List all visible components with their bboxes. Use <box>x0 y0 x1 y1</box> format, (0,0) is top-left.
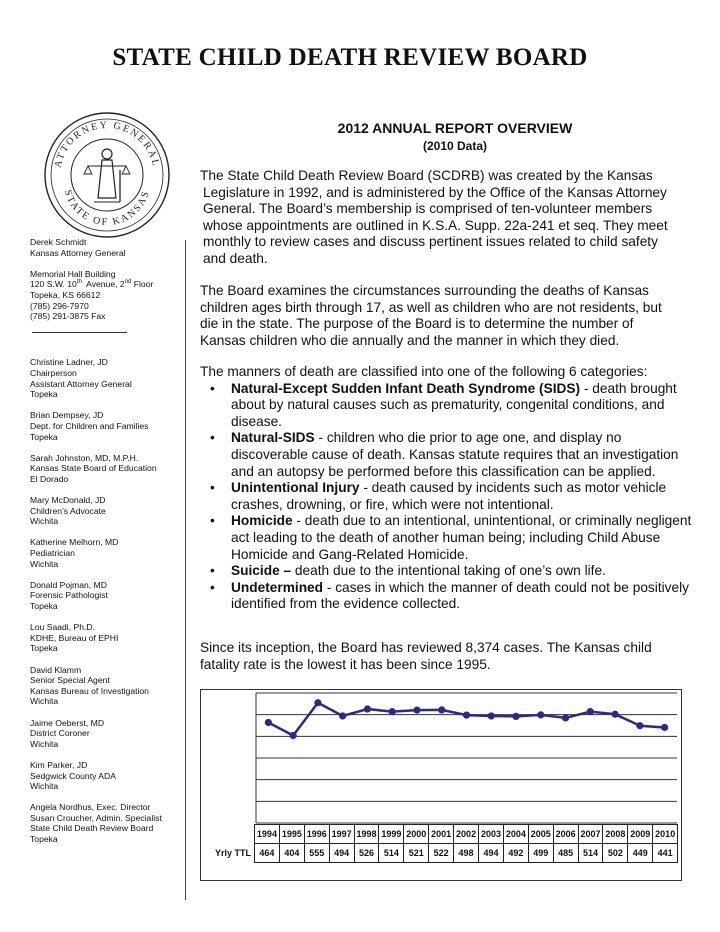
board-member <box>30 665 190 707</box>
year-cell: 2004 <box>503 825 528 844</box>
member-name: Angela Nordhus, Exec. Director <box>30 802 151 813</box>
value-cell: 499 <box>528 844 553 863</box>
value-cell: 404 <box>279 844 304 863</box>
member-detail: Kansas Bureau of Investigation <box>30 685 149 696</box>
value-row <box>212 844 678 863</box>
member-detail: Topeka <box>30 431 58 442</box>
data-point-2010 <box>661 724 668 731</box>
year-cell: 2003 <box>479 825 504 844</box>
value-cell: 521 <box>404 844 429 863</box>
year-cell: 1999 <box>379 825 404 844</box>
paragraph-line: Since its inception, the Board has reviewed 8,374 cases. The Kansas child <box>200 640 652 655</box>
paragraph-line: and death. <box>203 250 268 266</box>
member-name: Donald Pojman, MD <box>30 579 107 590</box>
cause-description: - children who die prior to age one, and display no discoverable cause of death. Kansas statute requires that an investigation and an autopsy be performed before this classification can be applied. <box>231 430 679 479</box>
bullet-icon: • <box>210 380 215 396</box>
member-detail: Wichita <box>30 558 59 569</box>
member-name: Christine Ladner, JD <box>30 357 108 368</box>
series-line <box>268 703 664 736</box>
board-member <box>30 357 190 399</box>
cause-term: Natural-SIDS <box>231 430 315 446</box>
board-member <box>30 453 190 485</box>
paragraph-line: Kansas children who die annually and the manner in which they died. <box>200 332 620 348</box>
address-line: 120 S.W. 10th Avenue, 2nd Floor <box>30 279 154 290</box>
member-detail: District Coroner <box>30 728 90 739</box>
cause-term: Undetermined <box>231 579 324 595</box>
paragraph-line: The State Child Death Review Board (SCDRB) was created by the Kansas <box>200 168 653 183</box>
value-cell: 514 <box>578 844 603 863</box>
sidebar-rule <box>32 332 127 333</box>
paragraph-line: die in the state. The purpose of the Board is to determine the number of <box>200 316 634 332</box>
value-cell: 514 <box>379 844 404 863</box>
board-member <box>30 410 190 442</box>
member-detail: Forensic Pathologist <box>30 590 108 601</box>
member-detail: Kansas State Board of Education <box>30 463 157 474</box>
member-name: Katherine Melhorn, MD <box>30 537 119 548</box>
value-cell: 494 <box>329 844 354 863</box>
year-cell: 2010 <box>653 825 678 844</box>
address-block <box>30 269 190 322</box>
year-cell: 2008 <box>603 825 628 844</box>
member-name: Lou Saadi, Ph.D. <box>30 622 95 633</box>
member-detail: Pediatrician <box>30 548 75 559</box>
data-point-1997 <box>339 712 346 719</box>
data-point-2001 <box>438 706 445 713</box>
bullet-icon: • <box>210 430 215 446</box>
member-detail: Wichita <box>30 738 59 749</box>
value-cell: 555 <box>304 844 329 863</box>
member-detail: Dept. for Children and Families <box>30 420 149 431</box>
data-point-1994 <box>265 719 272 726</box>
fax: (785) 291-3875 Fax <box>30 311 106 322</box>
board-member <box>30 802 190 844</box>
board-member <box>30 718 190 750</box>
year-cell: 2006 <box>553 825 578 844</box>
cause-term: Suicide – <box>231 563 292 579</box>
member-detail: Sedgwick County ADA <box>30 770 116 781</box>
address-line: Topeka, KS 66612 <box>30 289 101 300</box>
data-point-1998 <box>364 705 371 712</box>
report-title: 2012 ANNUAL REPORT OVERVIEW <box>337 120 573 136</box>
paragraph-line: The Board examines the circumstances surrounding the deaths of Kansas <box>200 283 649 298</box>
address-line: Memorial Hall Building <box>30 268 116 279</box>
member-name: Kim Parker, JD <box>30 759 88 770</box>
row-label: Yrly TTL <box>214 848 251 858</box>
phone: (785) 296-7970 <box>30 300 89 311</box>
year-cell: 2001 <box>429 825 454 844</box>
ag-name: Derek Schmidt <box>30 237 87 247</box>
data-point-1996 <box>314 699 321 706</box>
svg-text:STATE OF KANSAS: STATE OF KANSAS <box>61 188 153 229</box>
board-members <box>30 357 190 844</box>
member-detail: State Child Death Review Board <box>30 823 154 834</box>
member-detail: Wichita <box>30 781 59 792</box>
bullet-icon: • <box>210 579 215 595</box>
member-name: Jaime Oeberst, MD <box>30 717 105 728</box>
member-detail: Topeka <box>30 834 58 845</box>
cause-item <box>200 580 695 613</box>
value-cell: 441 <box>653 844 678 863</box>
cause-description: - death due to an intentional, unintentional, or criminally negligent act leading to the death of another human being; including Child Abuse Homicide and Gang-Related Homicide. <box>231 513 692 562</box>
cause-item <box>200 513 695 563</box>
data-point-1999 <box>389 708 396 715</box>
year-cell: 2000 <box>404 825 429 844</box>
year-row <box>212 825 678 844</box>
value-cell: 502 <box>603 844 628 863</box>
data-point-1995 <box>290 732 297 739</box>
board-member <box>30 580 190 612</box>
attorney-general-seal <box>42 110 172 240</box>
value-cell: 522 <box>429 844 454 863</box>
cause-item <box>200 381 695 431</box>
page-title: STATE CHILD DEATH REVIEW BOARD <box>112 44 588 71</box>
year-cell: 1996 <box>304 825 329 844</box>
value-cell: 485 <box>553 844 578 863</box>
paragraph-line: General. The Board’s membership is comprised of ten-volunteer members <box>203 201 653 217</box>
cause-term: Natural-Except Sudden Infant Death Syndrome (SIDS) <box>231 380 581 396</box>
value-cell: 449 <box>628 844 653 863</box>
member-detail: Assistant Attorney General <box>30 378 132 389</box>
board-member <box>30 495 190 527</box>
data-point-2006 <box>562 714 569 721</box>
cause-description: - death brought about by natural causes such as prematurity, congenital conditions, and disease. <box>231 380 677 429</box>
bullet-icon: • <box>210 513 215 529</box>
data-point-2005 <box>537 711 544 718</box>
member-name: Sarah Johnston, MD, M.P.H. <box>30 452 139 463</box>
data-point-2009 <box>636 722 643 729</box>
summary-paragraph <box>200 640 690 673</box>
cause-term: Unintentional Injury <box>231 480 360 496</box>
cause-term: Homicide <box>231 513 293 529</box>
data-point-2004 <box>512 713 519 720</box>
data-point-2000 <box>413 707 420 714</box>
year-cell: 1994 <box>255 825 280 844</box>
paragraph-line: children ages birth through 17, as well as children who are not residents, but <box>200 299 662 315</box>
paragraph-line: Legislature in 1992, and is administered by the Office of the Kansas Attorney <box>203 184 667 200</box>
data-point-2008 <box>611 711 618 718</box>
year-cell: 2009 <box>628 825 653 844</box>
manners-of-death <box>200 364 695 613</box>
causes-list <box>200 381 695 613</box>
member-detail: Wichita <box>30 696 59 707</box>
cause-description: - cases in which the manner of death could not be positively identified from the evidence collected. <box>231 579 689 612</box>
attorney-general-block <box>30 237 190 258</box>
member-name: David Klamm <box>30 664 82 675</box>
year-cell: 1998 <box>354 825 379 844</box>
paragraph-line: fatality rate is the lowest it has been since 1995. <box>200 656 491 672</box>
member-detail: KDHE, Bureau of EPHI <box>30 632 119 643</box>
member-detail: Wichita <box>30 516 59 527</box>
member-detail: El Dorado <box>30 473 69 484</box>
year-cell: 1995 <box>279 825 304 844</box>
year-cell: 1997 <box>329 825 354 844</box>
member-detail: Chairperson <box>30 367 77 378</box>
cause-description: death due to the intentional taking of one’s own life. <box>291 563 606 579</box>
board-member <box>30 537 190 569</box>
cause-item <box>200 480 695 513</box>
intro-paragraph <box>200 168 690 268</box>
cause-description: - death caused by incidents such as motor vehicle crashes, drowning, or fire, which were not intentional. <box>231 480 667 512</box>
value-cell: 494 <box>479 844 504 863</box>
value-cell: 492 <box>503 844 528 863</box>
year-cell: 2002 <box>454 825 479 844</box>
data-point-2007 <box>587 708 594 715</box>
chart-data-table <box>212 824 678 863</box>
cause-item <box>200 430 695 480</box>
member-name: Mary McDonald, JD <box>30 495 106 506</box>
board-member <box>30 760 190 792</box>
year-cell: 2005 <box>528 825 553 844</box>
member-name: Brian Dempsey, JD <box>30 410 104 421</box>
member-detail: Topeka <box>30 389 58 400</box>
causes-intro: The manners of death are classified into one of the following 6 categories: <box>200 364 648 379</box>
bullet-icon: • <box>210 480 215 496</box>
data-point-2002 <box>463 712 470 719</box>
paragraph-line: monthly to review cases and discuss pertinent issues related to child safety <box>203 234 658 250</box>
member-detail: Topeka <box>30 601 58 611</box>
year-cell: 2007 <box>578 825 603 844</box>
board-member <box>30 622 190 654</box>
member-detail: Susan Croucher, Admin. Specialist <box>30 812 162 823</box>
data-point-2003 <box>488 712 495 719</box>
bullet-icon: • <box>210 563 215 579</box>
member-detail: Topeka <box>30 643 58 654</box>
cause-item <box>200 563 695 580</box>
purpose-paragraph <box>200 283 690 349</box>
value-cell: 464 <box>255 844 280 863</box>
value-cell: 498 <box>454 844 479 863</box>
svg-text:ATTORNEY GENERAL: ATTORNEY GENERAL <box>52 119 162 169</box>
member-detail: Children’s Advocate <box>30 505 106 516</box>
value-cell: 526 <box>354 844 379 863</box>
ag-title: Kansas Attorney General <box>30 247 126 258</box>
sidebar <box>30 237 190 855</box>
paragraph-line: whose appointments are outlined in K.S.A. Supp. 22a-241 et seq. They meet <box>203 217 668 233</box>
member-detail: Senior Special Agent <box>30 675 110 686</box>
report-subtitle: (2010 Data) <box>422 139 488 153</box>
